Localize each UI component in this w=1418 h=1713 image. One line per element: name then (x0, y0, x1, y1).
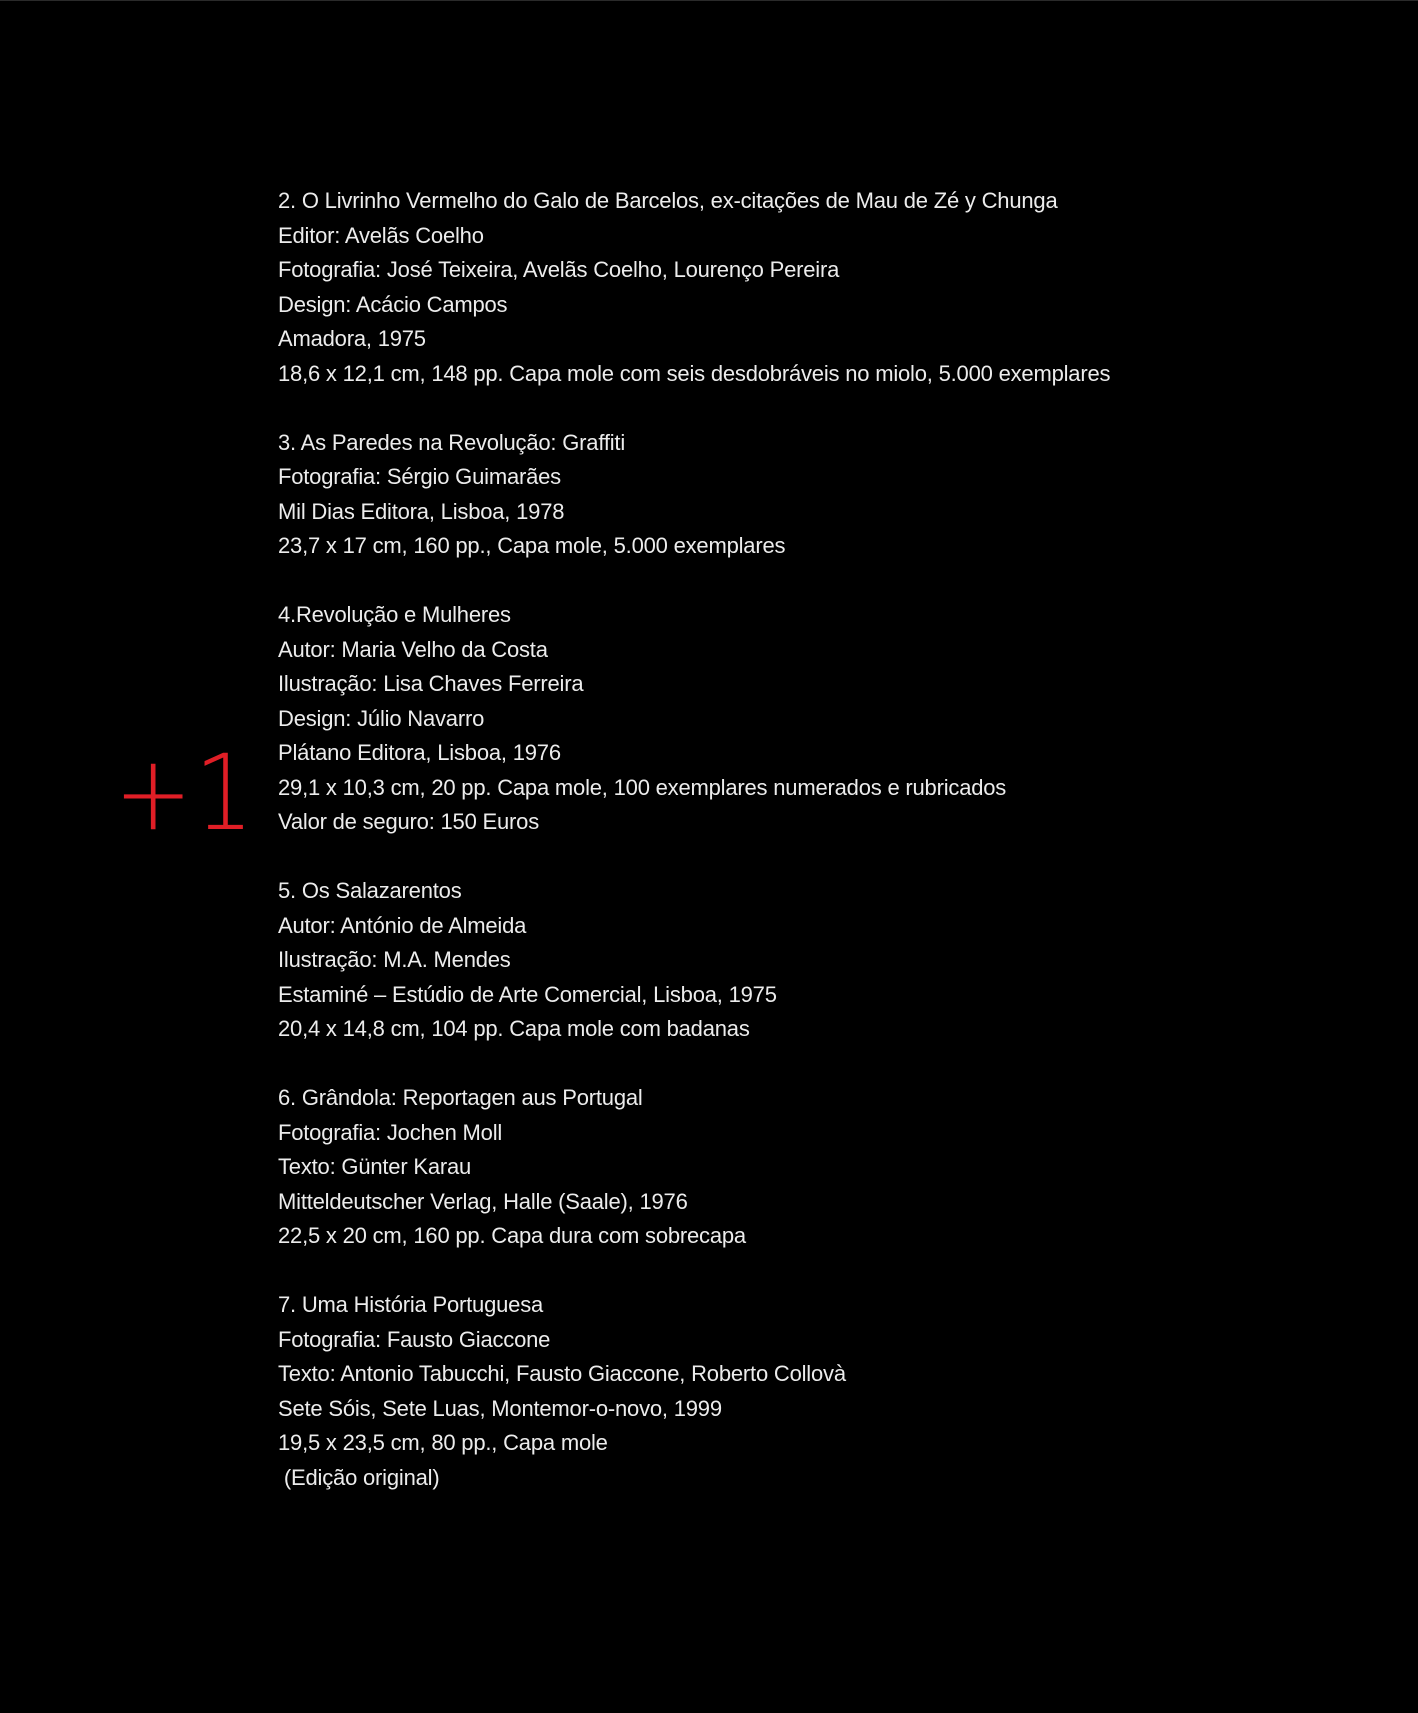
entry-detail: Estaminé – Estúdio de Arte Comercial, Lisboa, 1975 (278, 981, 777, 1007)
entry-detail: Mil Dias Editora, Lisboa, 1978 (278, 498, 565, 524)
entry-detail: Ilustração: Lisa Chaves Ferreira (278, 671, 584, 696)
catalog-list (278, 184, 1278, 1530)
entry-detail: 18,6 x 12,1 cm, 148 pp. Capa mole com seis desdobráveis no miolo, 5.000 exemplares (278, 360, 1111, 386)
entry-detail: Fotografia: Fausto Giaccone (278, 1326, 551, 1352)
entry-detail: Editor: Avelãs Coelho (278, 222, 484, 248)
entry-detail: Amadora, 1975 (278, 326, 426, 351)
page-marker: +1 (114, 732, 256, 854)
entry-detail: Autor: António de Almeida (278, 912, 527, 938)
entry-detail: 20,4 x 14,8 cm, 104 pp. Capa mole com badanas (278, 1016, 750, 1041)
entry-detail: (Edição original) (278, 1464, 440, 1490)
entry-detail: 19,5 x 23,5 cm, 80 pp., Capa mole (278, 1430, 608, 1455)
entry-title: 6. Grândola: Reportagen aus Portugal (278, 1085, 643, 1110)
entry-detail: 29,1 x 10,3 cm, 20 pp. Capa mole, 100 exemplares numerados e rubricados (278, 774, 1007, 800)
entry-title: 4.Revolução e Mulheres (278, 602, 511, 627)
entry-detail: Mitteldeutscher Verlag, Halle (Saale), 1976 (278, 1188, 688, 1214)
entry-detail: Fotografia: Jochen Moll (278, 1119, 503, 1145)
entry-detail: 22,5 x 20 cm, 160 pp. Capa dura com sobrecapa (278, 1223, 746, 1248)
catalog-entry-5 (278, 874, 1278, 1047)
entry-title: 3. As Paredes na Revolução: Graffiti (278, 429, 626, 455)
entry-detail: 23,7 x 17 cm, 160 pp., Capa mole, 5.000 exemplares (278, 533, 786, 558)
entry-detail: Fotografia: Sérgio Guimarães (278, 464, 561, 489)
entry-detail: Autor: Maria Velho da Costa (278, 636, 548, 662)
entry-detail: Ilustração: M.A. Mendes (278, 947, 511, 972)
entry-title: 5. Os Salazarentos (278, 878, 462, 903)
catalog-entry-3 (278, 426, 1278, 564)
entry-detail: Fotografia: José Teixeira, Avelãs Coelho, Lourenço Pereira (278, 257, 840, 282)
entry-detail: Sete Sóis, Sete Luas, Montemor-o-novo, 1999 (278, 1395, 722, 1421)
entry-title: 2. O Livrinho Vermelho do Galo de Barcelos, ex-citações de Mau de Zé y Chunga (278, 188, 1058, 213)
entry-detail: Texto: Antonio Tabucchi, Fausto Giaccone, Roberto Collovà (278, 1361, 846, 1386)
entry-detail: Texto: Günter Karau (278, 1154, 472, 1179)
entry-title: 7. Uma História Portuguesa (278, 1292, 544, 1317)
catalog-entry-2 (278, 184, 1278, 391)
catalog-entry-7 (278, 1288, 1278, 1495)
entry-detail: Design: Júlio Navarro (278, 705, 485, 731)
entry-detail: Design: Acácio Campos (278, 291, 508, 317)
entry-detail: Valor de seguro: 150 Euros (278, 809, 540, 834)
entry-detail: Plátano Editora, Lisboa, 1976 (278, 740, 561, 765)
catalog-entry-4 (278, 598, 1278, 840)
catalog-entry-6 (278, 1081, 1278, 1254)
